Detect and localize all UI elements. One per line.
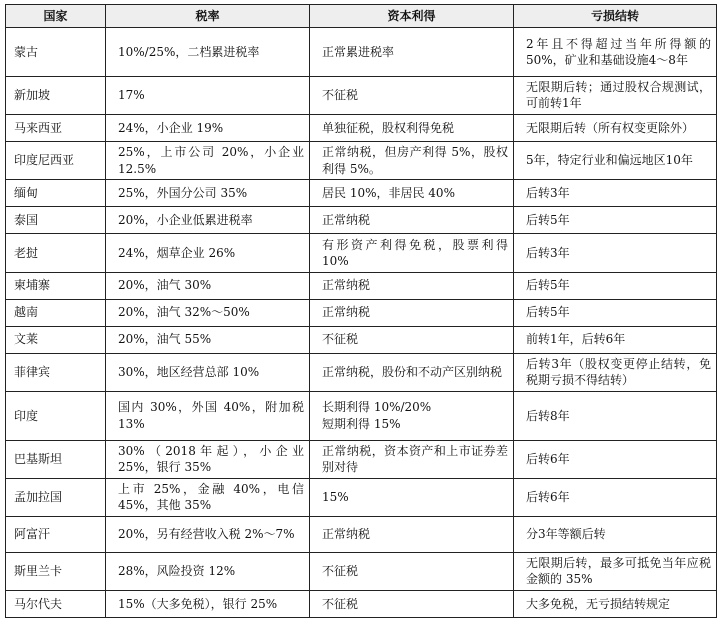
country-cell: 新加坡 (6, 76, 106, 114)
loss-carryforward-cell: 无限期后转，最多可抵免当年应税金额的 35% (514, 552, 717, 590)
capital-gains-cell: 有形资产利得免税，股票利得 10% (310, 234, 514, 272)
capital-gains-cell: 15% (310, 478, 514, 516)
table-row (6, 590, 717, 617)
tax-rate-cell: 25%，上市公司 20%，小企业 12.5% (106, 141, 310, 179)
country-cell: 斯里兰卡 (6, 552, 106, 590)
country-cell: 印度尼西亚 (6, 141, 106, 179)
table-row (6, 299, 717, 326)
country-cell: 阿富汗 (6, 517, 106, 553)
capital-gains-cell: 居民 10%，非居民 40% (310, 180, 514, 207)
capital-gains-cell: 正常累进税率 (310, 28, 514, 77)
capital-gains-cell: 正常纳税 (310, 517, 514, 553)
country-cell: 印度 (6, 391, 106, 440)
tax-rate-cell: 20%，油气 30% (106, 272, 310, 299)
capital-gains-cell: 正常纳税 (310, 272, 514, 299)
tax-rate-cell: 20%，另有经营收入税 2%～7% (106, 517, 310, 553)
tax-rate-cell: 30%（2018年起），小企业 25%，银行 35% (106, 440, 310, 478)
table-row (6, 552, 717, 590)
table-row (6, 353, 717, 391)
header-loss-carryforward: 亏损结转 (514, 5, 717, 28)
table-row (6, 207, 717, 234)
loss-carryforward-cell: 后转3年 (514, 234, 717, 272)
table-row (6, 517, 717, 553)
tax-rate-cell: 20%，油气 55% (106, 326, 310, 353)
table-row (6, 440, 717, 478)
loss-carryforward-cell: 后转5年 (514, 272, 717, 299)
capital-gains-cell: 正常纳税，但房产利得 5%，股权利得 5%。 (310, 141, 514, 179)
table-row (6, 180, 717, 207)
loss-carryforward-cell: 5年，特定行业和偏远地区10年 (514, 141, 717, 179)
loss-carryforward-cell: 后转6年 (514, 440, 717, 478)
tax-rate-cell: 17% (106, 76, 310, 114)
country-cell: 越南 (6, 299, 106, 326)
loss-carryforward-cell: 后转3年 (514, 180, 717, 207)
tax-rate-cell: 25%，外国分公司 35% (106, 180, 310, 207)
tax-rate-cell: 10%/25%，二档累进税率 (106, 28, 310, 77)
country-cell: 老挝 (6, 234, 106, 272)
country-cell: 孟加拉国 (6, 478, 106, 516)
capital-gains-cell: 正常纳税 (310, 207, 514, 234)
capital-gains-cell: 正常纳税，股份和不动产区别纳税 (310, 353, 514, 391)
country-cell: 蒙古 (6, 28, 106, 77)
table-row (6, 28, 717, 77)
loss-carryforward-cell: 后转5年 (514, 207, 717, 234)
country-cell: 马尔代夫 (6, 590, 106, 617)
capital-gains-cell: 不征税 (310, 552, 514, 590)
country-cell: 文莱 (6, 326, 106, 353)
country-cell: 缅甸 (6, 180, 106, 207)
table-row (6, 478, 717, 516)
loss-carryforward-cell: 大多免税，无亏损结转规定 (514, 590, 717, 617)
tax-rate-cell: 上市 25%，金融 40%，电信 45%，其他 35% (106, 478, 310, 516)
capital-gains-cell: 不征税 (310, 76, 514, 114)
loss-carryforward-cell: 后转3年（股权变更停止结转，免税期亏损不得结转） (514, 353, 717, 391)
capital-gains-cell: 不征税 (310, 326, 514, 353)
tax-rate-cell: 20%，油气 32%～50% (106, 299, 310, 326)
loss-carryforward-cell: 无限期后转（所有权变更除外） (514, 114, 717, 141)
capital-gains-cell: 正常纳税，资本资产和上市证券差别对待 (310, 440, 514, 478)
loss-carryforward-cell: 后转5年 (514, 299, 717, 326)
header-tax-rate: 税率 (106, 5, 310, 28)
tax-rate-cell: 国内 30%，外国 40%，附加税 13% (106, 391, 310, 440)
loss-carryforward-cell: 分3年等额后转 (514, 517, 717, 553)
table-row (6, 234, 717, 272)
table-row (6, 272, 717, 299)
capital-gains-cell: 不征税 (310, 590, 514, 617)
table-row (6, 141, 717, 179)
loss-carryforward-cell: 后转8年 (514, 391, 717, 440)
tax-comparison-table (5, 4, 717, 618)
tax-rate-cell: 24%，烟草企业 26% (106, 234, 310, 272)
capital-gains-cell: 正常纳税 (310, 299, 514, 326)
loss-carryforward-cell: 2年且不得超过当年所得额的50%，矿业和基础设施4～8年 (514, 28, 717, 77)
table-row (6, 326, 717, 353)
table-row (6, 114, 717, 141)
capital-gains-cell: 单独征税，股权利得免税 (310, 114, 514, 141)
tax-rate-cell: 20%，小企业低累进税率 (106, 207, 310, 234)
country-cell: 菲律宾 (6, 353, 106, 391)
header-capital-gains: 资本利得 (310, 5, 514, 28)
capital-gains-cell: 长期利得 10%/20% 短期利得 15% (310, 391, 514, 440)
table-body (6, 28, 717, 618)
header-country: 国家 (6, 5, 106, 28)
table-header-row (6, 5, 717, 28)
table-row (6, 391, 717, 440)
tax-rate-cell: 15%（大多免税），银行 25% (106, 590, 310, 617)
loss-carryforward-cell: 无限期后转；通过股权合规测试，可前转1年 (514, 76, 717, 114)
country-cell: 泰国 (6, 207, 106, 234)
tax-rate-cell: 28%，风险投资 12% (106, 552, 310, 590)
table-row (6, 76, 717, 114)
country-cell: 马来西亚 (6, 114, 106, 141)
country-cell: 柬埔寨 (6, 272, 106, 299)
loss-carryforward-cell: 前转1年，后转6年 (514, 326, 717, 353)
tax-rate-cell: 24%，小企业 19% (106, 114, 310, 141)
country-cell: 巴基斯坦 (6, 440, 106, 478)
tax-rate-cell: 30%，地区经营总部 10% (106, 353, 310, 391)
loss-carryforward-cell: 后转6年 (514, 478, 717, 516)
